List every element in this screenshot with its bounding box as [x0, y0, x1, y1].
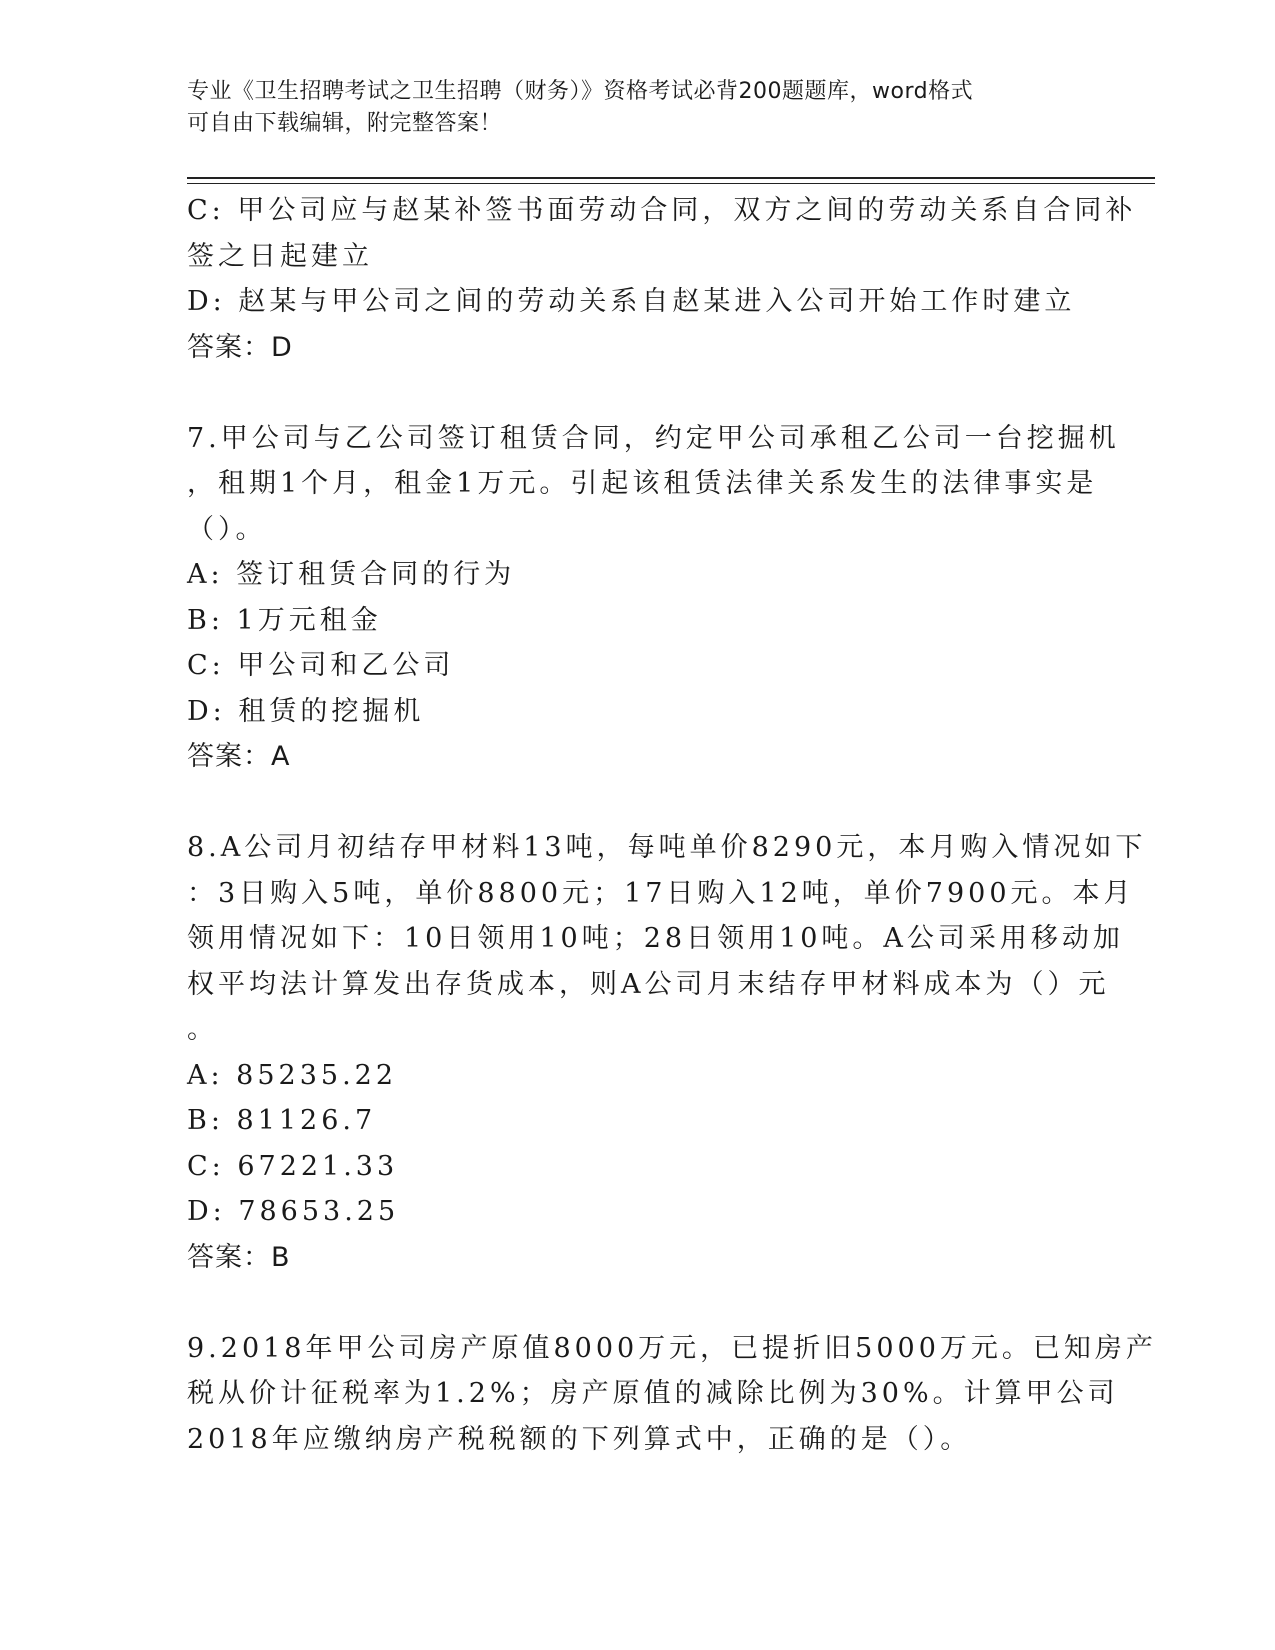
header-divider-thin — [187, 183, 1155, 184]
header-line-1: 专业《卫生招聘考试之卫生招聘（财务）》资格考试必背200题题库，word格式 — [187, 79, 974, 104]
q7-stem-line-1: 7.甲公司与乙公司签订租赁合同，约定甲公司承租乙公司一台挖掘机 — [187, 422, 1120, 454]
q9-stem-line-2: 税从价计征税率为1.2%；房产原值的减除比例为30%。计算甲公司 — [187, 1378, 1119, 1409]
q8-option-a: A: 85235.22 — [187, 1059, 398, 1091]
q8-option-b: B: 81126.7 — [187, 1105, 377, 1136]
document-header — [187, 76, 1067, 140]
q6-answer: 答案：D — [187, 331, 293, 363]
q8-stem-line-1: 8.A公司月初结存甲材料13吨，每吨单价8290元，本月购入情况如下 — [187, 832, 1147, 863]
q6-option-c-line-1: C: 甲公司应与赵某补签书面劳动合同，双方之间的劳动关系自合同补 — [187, 195, 1137, 226]
q9-stem-line-1: 9.2018年甲公司房产原值8000万元，已提折旧5000万元。已知房产 — [187, 1332, 1157, 1364]
q7-answer: 答案：A — [187, 741, 291, 772]
q7-option-a: A: 签订租赁合同的行为 — [187, 559, 516, 590]
header-divider-thick — [187, 177, 1155, 179]
question-6-tail — [187, 188, 1137, 370]
q8-stem-line-5: 。 — [187, 1014, 218, 1045]
q8-answer: 答案：B — [187, 1241, 291, 1273]
q6-option-c-line-2: 签之日起建立 — [187, 240, 373, 272]
q8-option-c: C: 67221.33 — [187, 1150, 399, 1182]
q8-option-d: D: 78653.25 — [187, 1196, 400, 1227]
q9-stem-line-3: 2018年应缴纳房产税税额的下列算式中，正确的是（）。 — [187, 1423, 972, 1455]
question-9 — [187, 1326, 1157, 1463]
q8-stem-line-2: ：3日购入5吨，单价8800元；17日购入12吨，单价7900元。本月 — [187, 877, 1135, 909]
q8-stem-line-4: 权平均法计算发出存货成本，则A公司月末结存甲材料成本为（）元 — [187, 968, 1110, 1000]
spacer — [187, 370, 1087, 416]
q7-option-b: B: 1万元租金 — [187, 604, 382, 636]
question-7 — [187, 416, 1120, 780]
question-8 — [187, 825, 1147, 1280]
q7-stem-line-2: ，租期1个月，租金1万元。引起该租赁法律关系发生的法律事实是 — [187, 468, 1098, 499]
spacer — [187, 1280, 1087, 1326]
spacer — [187, 780, 1087, 826]
q7-option-d: D: 租赁的挖掘机 — [187, 695, 425, 727]
q7-option-c: C: 甲公司和乙公司 — [187, 650, 455, 681]
header-line-2: 可自由下载编辑，附完整答案！ — [187, 111, 503, 136]
document-body — [187, 188, 1157, 1462]
q7-stem-line-3: （）。 — [187, 513, 267, 545]
q6-option-d: D: 赵某与甲公司之间的劳动关系自赵某进入公司开始工作时建立 — [187, 286, 1076, 317]
q8-stem-line-3: 领用情况如下：10日领用10吨；28日领用10吨。A公司采用移动加 — [187, 923, 1124, 954]
